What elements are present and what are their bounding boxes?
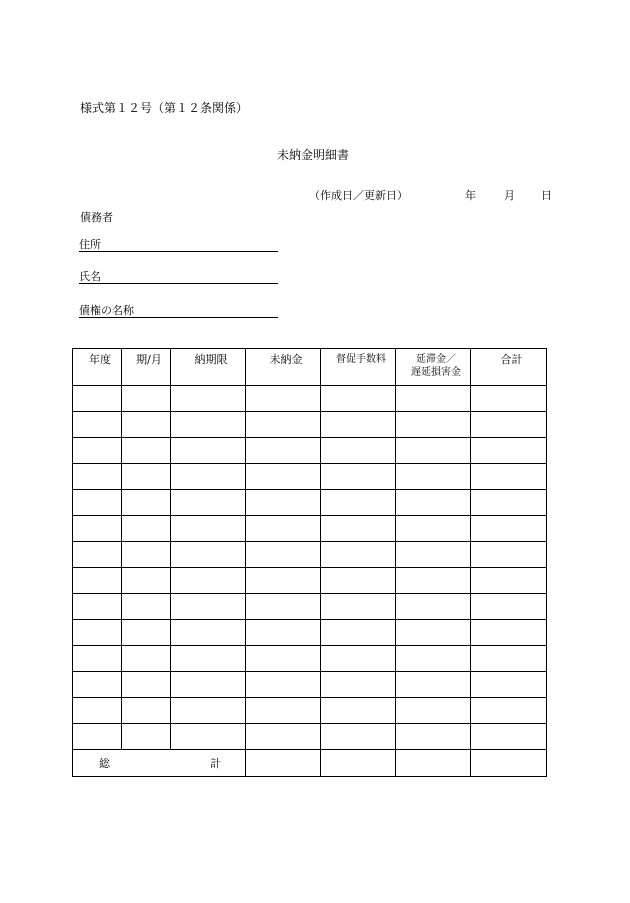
table-cell[interactable] [396, 516, 471, 542]
table-cell[interactable] [73, 646, 122, 672]
name-label: 氏名 [79, 270, 101, 283]
table-cell[interactable] [321, 724, 396, 750]
table-cell[interactable] [122, 438, 171, 464]
table-row [73, 464, 547, 490]
table-cell[interactable] [122, 568, 171, 594]
table-cell[interactable] [396, 594, 471, 620]
table-cell[interactable] [471, 464, 547, 490]
table-cell[interactable] [73, 490, 122, 516]
table-cell[interactable] [396, 464, 471, 490]
table-cell[interactable] [246, 620, 321, 646]
table-cell[interactable] [471, 594, 547, 620]
table-cell[interactable] [396, 698, 471, 724]
table-cell[interactable] [73, 542, 122, 568]
table-cell[interactable] [73, 386, 122, 412]
table-cell[interactable] [321, 646, 396, 672]
table-header-row [73, 349, 547, 386]
table-row [73, 646, 547, 672]
table-cell[interactable] [73, 620, 122, 646]
header-total: 合計 [471, 349, 547, 386]
table-cell[interactable] [396, 724, 471, 750]
table-cell[interactable] [171, 542, 246, 568]
table-cell[interactable] [396, 568, 471, 594]
table-cell[interactable] [122, 490, 171, 516]
table-cell[interactable] [73, 568, 122, 594]
date-year: 年 [465, 189, 476, 202]
table-cell[interactable] [396, 620, 471, 646]
table-cell[interactable] [471, 620, 547, 646]
table-cell[interactable] [122, 542, 171, 568]
header-due-date: 納期限 [171, 349, 246, 386]
table-cell[interactable] [171, 464, 246, 490]
table-cell[interactable] [73, 672, 122, 698]
table-cell[interactable] [122, 516, 171, 542]
table-cell[interactable] [171, 412, 246, 438]
table-cell[interactable] [471, 646, 547, 672]
table-cell[interactable] [471, 490, 547, 516]
table-cell[interactable] [471, 568, 547, 594]
table-cell[interactable] [321, 594, 396, 620]
table-cell[interactable] [122, 646, 171, 672]
header-period: 期/月 [122, 349, 171, 386]
table-cell[interactable] [471, 542, 547, 568]
debtor-heading: 債務者 [80, 211, 113, 224]
header-dunning-fee: 督促手数料 [321, 349, 396, 386]
table-cell[interactable] [246, 542, 321, 568]
table-row [73, 672, 547, 698]
table-cell[interactable] [73, 464, 122, 490]
total-dunning-fee-cell[interactable] [321, 750, 396, 777]
table-cell[interactable] [73, 412, 122, 438]
table-cell[interactable] [471, 516, 547, 542]
table-cell[interactable] [471, 438, 547, 464]
form-number: 様式第１２号（第１２条関係） [80, 101, 249, 115]
table-cell[interactable] [122, 620, 171, 646]
date-day: 日 [541, 189, 552, 202]
table-row [73, 620, 547, 646]
table-cell[interactable] [246, 568, 321, 594]
table-cell[interactable] [321, 516, 396, 542]
table-cell[interactable] [171, 620, 246, 646]
table-cell[interactable] [73, 438, 122, 464]
table-row [73, 568, 547, 594]
table-row [73, 594, 547, 620]
total-unpaid-cell[interactable] [246, 750, 321, 777]
table-cell[interactable] [321, 438, 396, 464]
table-cell[interactable] [396, 490, 471, 516]
address-label: 住所 [79, 238, 101, 251]
table-cell[interactable] [73, 724, 122, 750]
table-row [73, 386, 547, 412]
table-cell[interactable] [171, 386, 246, 412]
table-cell[interactable] [171, 646, 246, 672]
total-label-cell [73, 750, 246, 777]
table-cell[interactable] [246, 516, 321, 542]
name-field[interactable] [79, 267, 278, 284]
table-cell[interactable] [171, 698, 246, 724]
table-cell[interactable] [321, 386, 396, 412]
table-row [73, 516, 547, 542]
table-cell[interactable] [396, 412, 471, 438]
table-row [73, 438, 547, 464]
table-cell[interactable] [171, 516, 246, 542]
table-row [73, 698, 547, 724]
table-cell[interactable] [471, 412, 547, 438]
table-cell[interactable] [246, 672, 321, 698]
table-cell[interactable] [122, 464, 171, 490]
table-cell[interactable] [396, 672, 471, 698]
table-cell[interactable] [122, 724, 171, 750]
date-label: （作成日／更新日） [309, 189, 408, 202]
claim-name-label: 債権の名称 [79, 304, 134, 317]
table-cell[interactable] [321, 568, 396, 594]
table-cell[interactable] [246, 646, 321, 672]
table-cell[interactable] [396, 646, 471, 672]
table-cell[interactable] [471, 386, 547, 412]
table-cell[interactable] [171, 568, 246, 594]
table-cell[interactable] [396, 542, 471, 568]
claim-name-field[interactable] [79, 301, 278, 318]
table-cell[interactable] [122, 698, 171, 724]
page-title: 未納金明細書 [277, 148, 350, 162]
table-cell[interactable] [471, 724, 547, 750]
table-cell[interactable] [73, 516, 122, 542]
table-cell[interactable] [122, 594, 171, 620]
total-label-right: 計 [210, 757, 221, 770]
table-cell[interactable] [321, 464, 396, 490]
table-cell[interactable] [73, 594, 122, 620]
header-fiscal-year: 年度 [73, 349, 122, 386]
unpaid-detail-table [72, 348, 547, 777]
date-month: 月 [504, 189, 515, 202]
table-cell[interactable] [171, 594, 246, 620]
table-cell[interactable] [246, 412, 321, 438]
table-cell[interactable] [122, 412, 171, 438]
table-cell[interactable] [171, 724, 246, 750]
table-cell[interactable] [73, 698, 122, 724]
table-cell[interactable] [246, 490, 321, 516]
total-late-fee-cell[interactable] [396, 750, 471, 777]
total-sum-cell[interactable] [471, 750, 547, 777]
table-cell[interactable] [471, 698, 547, 724]
table-row [73, 490, 547, 516]
table-cell[interactable] [171, 490, 246, 516]
table-row [73, 724, 547, 750]
table-cell[interactable] [321, 698, 396, 724]
table-cell[interactable] [246, 386, 321, 412]
table-cell[interactable] [471, 672, 547, 698]
table-cell[interactable] [396, 438, 471, 464]
table-cell[interactable] [246, 438, 321, 464]
table-cell[interactable] [246, 594, 321, 620]
table-cell[interactable] [321, 672, 396, 698]
table-cell[interactable] [246, 698, 321, 724]
table-cell[interactable] [321, 490, 396, 516]
table-cell[interactable] [171, 672, 246, 698]
total-row [73, 750, 547, 777]
total-label-left: 総 [99, 757, 110, 770]
table-row [73, 412, 547, 438]
table-cell[interactable] [122, 386, 171, 412]
header-unpaid: 未納金 [246, 349, 321, 386]
table-cell[interactable] [122, 672, 171, 698]
table-cell[interactable] [246, 464, 321, 490]
table-cell[interactable] [246, 724, 321, 750]
table-cell[interactable] [321, 542, 396, 568]
table-cell[interactable] [396, 386, 471, 412]
address-field[interactable] [79, 235, 278, 252]
table-cell[interactable] [321, 412, 396, 438]
table-cell[interactable] [171, 438, 246, 464]
table-row [73, 542, 547, 568]
table-cell[interactable] [321, 620, 396, 646]
header-late-fee: 延滞金／ 遅延損害金 [396, 349, 471, 386]
